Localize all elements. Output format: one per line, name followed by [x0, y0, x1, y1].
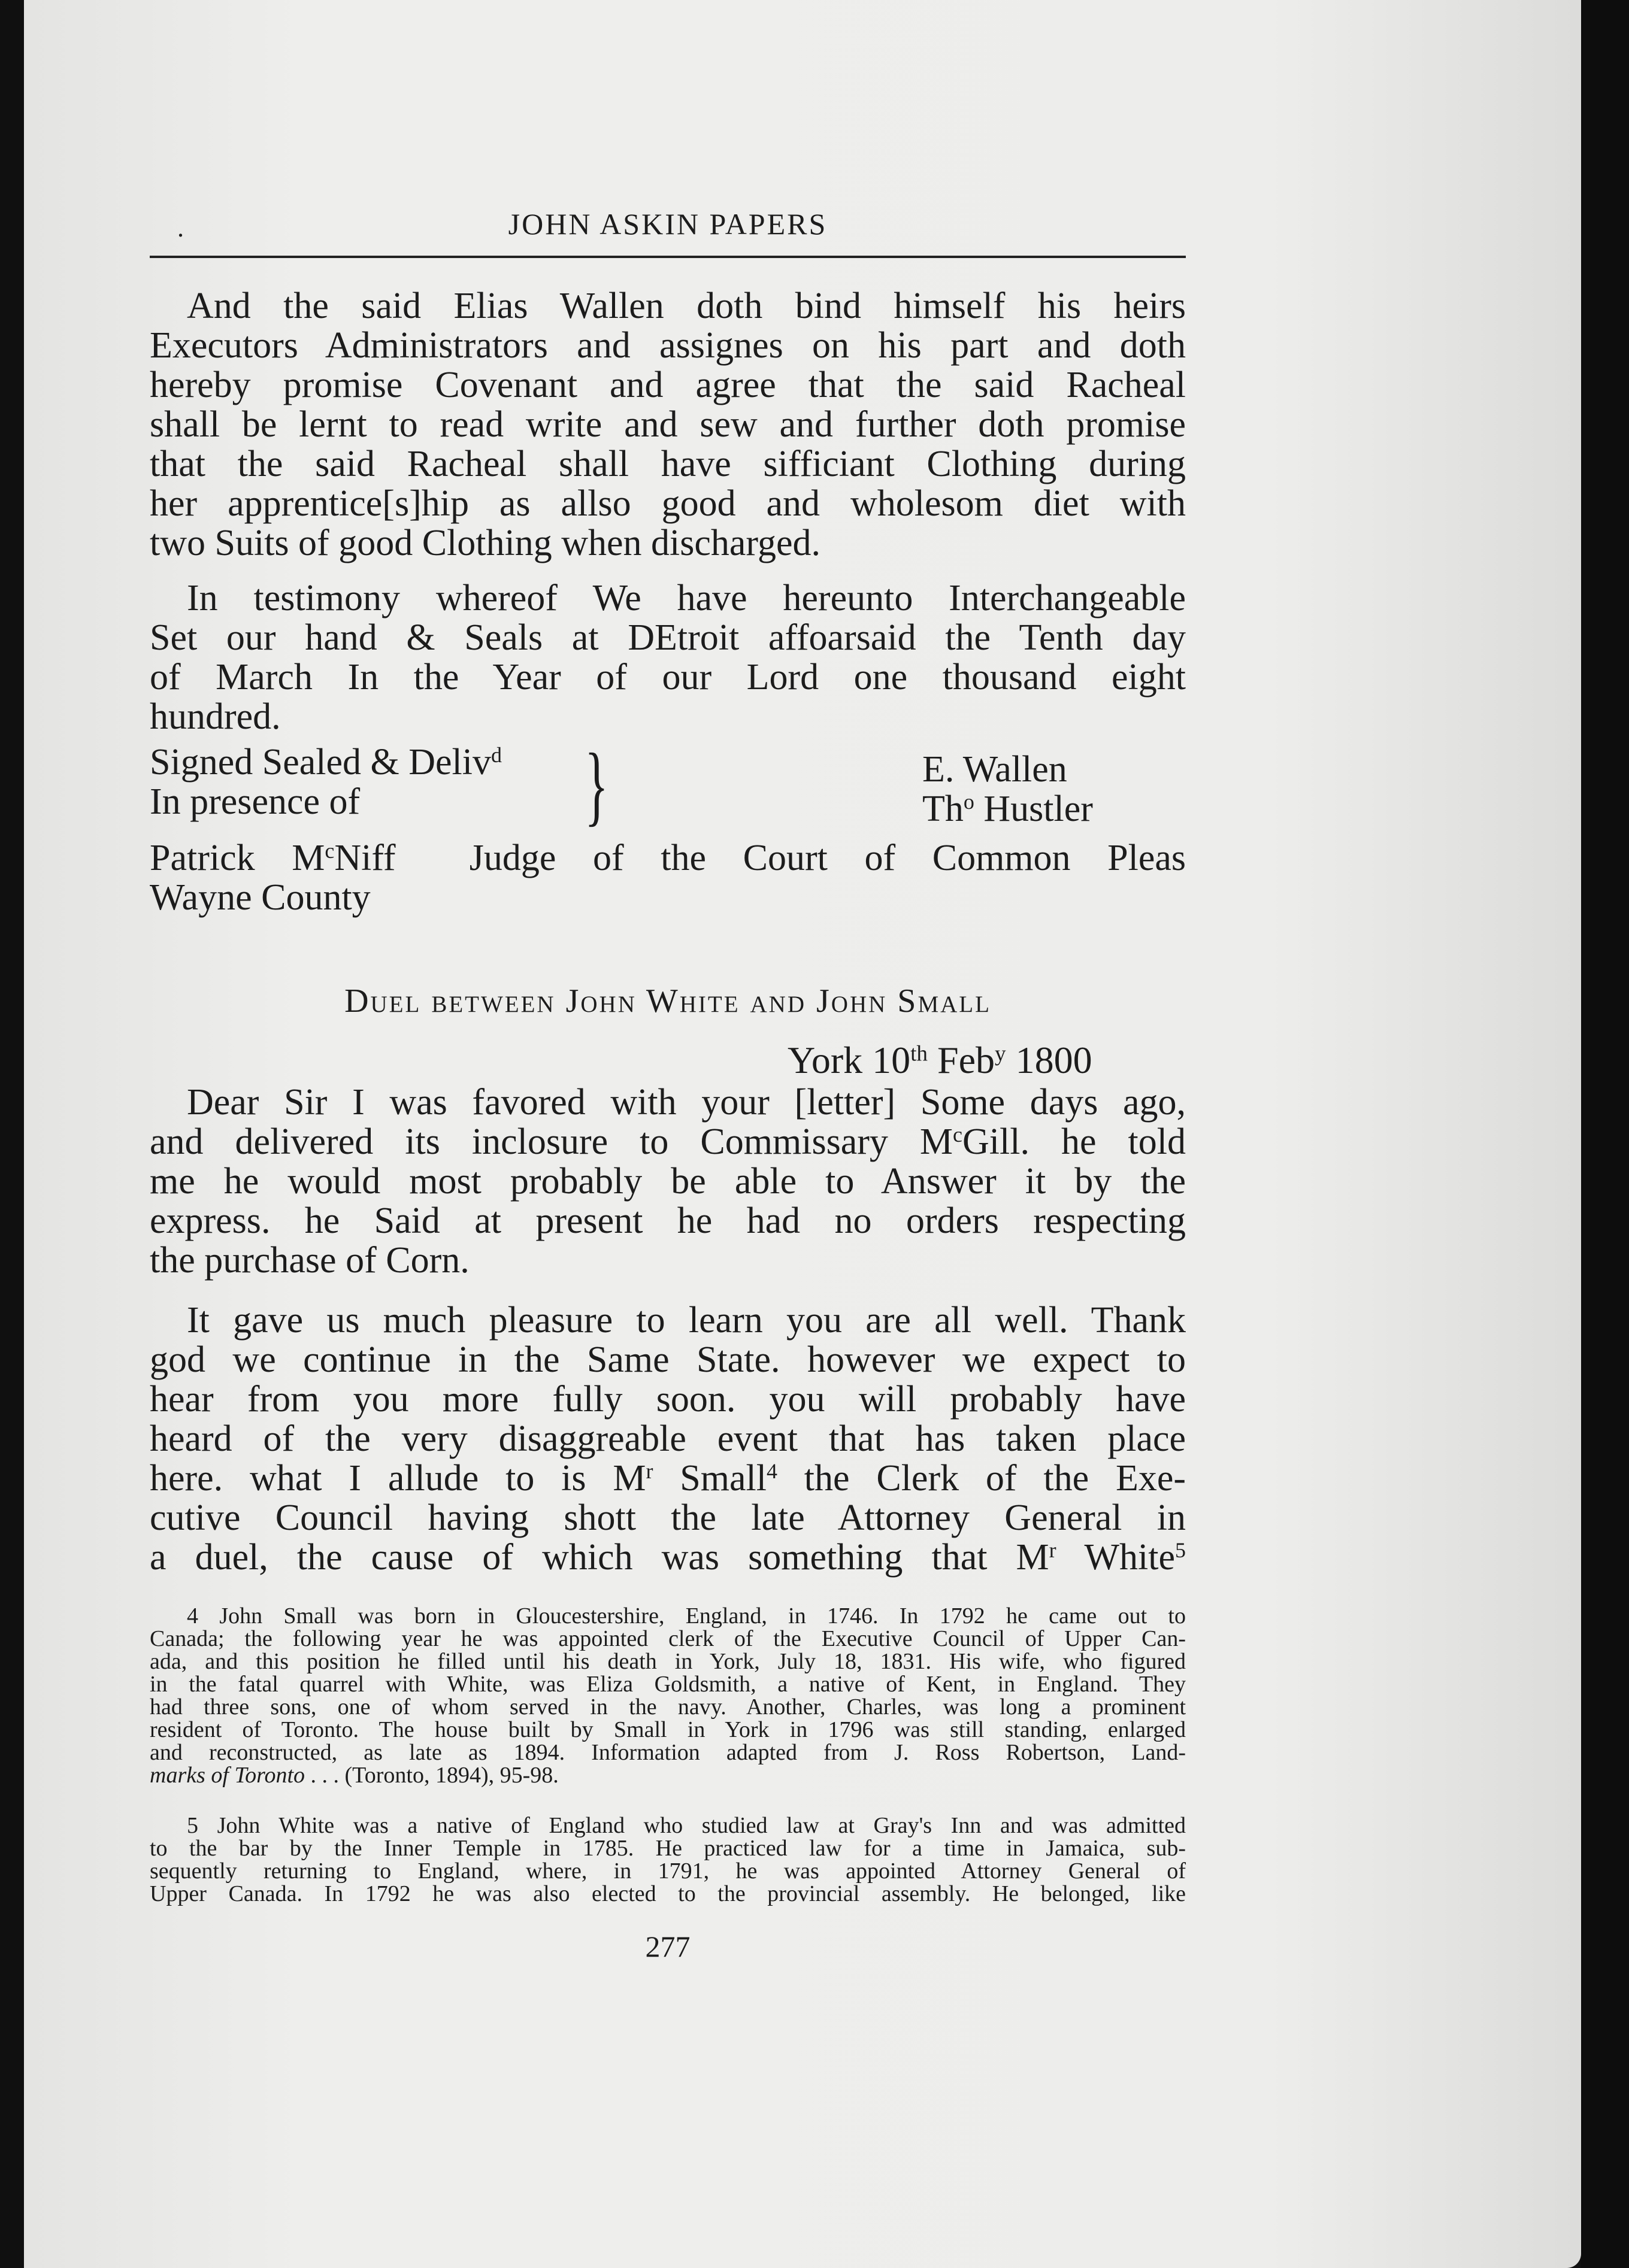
- text-line: Dear Sir I was favored with your [letter] Some days ago,: [187, 1082, 1186, 1123]
- text-line: heard of the very disaggreable event that has taken place: [150, 1418, 1186, 1459]
- footnote-line: 5 John White was a native of England who studied law at Gray's Inn and was admitted: [187, 1813, 1186, 1838]
- footnote-line: and reconstructed, as late as 1894. Information adapted from J. Ross Robertson, Land-: [150, 1740, 1186, 1765]
- footnote-line: sequently returning to England, where, in 1791, he was appointed Attorney General of: [150, 1858, 1186, 1884]
- footnote-4: [150, 1605, 1186, 1787]
- dateline: York 10th Feb$^y$ 1800: [788, 1039, 1092, 1081]
- text-line: the purchase of Corn.: [150, 1240, 470, 1281]
- header-rule: [150, 256, 1186, 258]
- text-line: of March In the Year of our Lord one thousand eight: [150, 657, 1186, 698]
- text-line: Executors Administrators and assignes on his part and doth: [150, 325, 1186, 366]
- footnote-5: [150, 1814, 1186, 1905]
- text-line: and delivered its inclosure to Commissary $M^cGill$. he told: [150, 1121, 1186, 1162]
- scan-background: [1581, 0, 1629, 2268]
- text-line: two Suits of good Clothing when discharged.: [150, 523, 820, 563]
- text-line: me he would most probably be able to Answer it by the: [150, 1161, 1186, 1202]
- text-line: In testimony whereof We have hereunto Interchangeable: [187, 578, 1186, 618]
- text-line: hereby promise Covenant and agree that the said Racheal: [150, 365, 1186, 405]
- section-heading: Duel between John White and John Small: [344, 983, 991, 1020]
- book-page: .: [24, 0, 1581, 2268]
- footnote-line: Canada; the following year he was appointed clerk of the Executive Council of Upper Can-: [150, 1626, 1186, 1651]
- text-line: And the said Elias Wallen doth bind himself his heirs: [187, 286, 1186, 326]
- indenture-paragraph-1: [150, 286, 1186, 563]
- footnote-line: resident of Toronto. The house built by Small in York in 1796 was still standing, enlarged: [150, 1717, 1186, 1742]
- letter-paragraph-1: [150, 1083, 1186, 1280]
- footnote-line: 4 John Small was born in Gloucestershire, England, in 1746. In 1792 he came out to: [187, 1603, 1186, 1629]
- footnote-line: had three sons, one of whom served in the navy. Another, Charles, was long a prominent: [150, 1694, 1186, 1720]
- text-line: Set our hand & Seals at DEtroit affoarsaid the Tenth day: [150, 617, 1186, 658]
- text-line: that the said Racheal shall have sifficiant Clothing during: [150, 444, 1186, 484]
- text-line: hear from you more fully soon. you will probably have: [150, 1379, 1186, 1420]
- footnote-ref-5: 5: [1175, 1538, 1186, 1563]
- text-line: god we continue in the Same State. however we expect to: [150, 1339, 1186, 1380]
- footnote-line: marks of Toronto . . . (Toronto, 1894), 95-98.: [150, 1763, 559, 1788]
- indenture-paragraph-2: [150, 578, 1186, 736]
- signer-hustler: Th$^o$ Hustler: [922, 789, 1093, 829]
- text-line: here. what I allude to is $M^r$ Small$^4$ the Clerk of the Exe-: [150, 1458, 1186, 1499]
- brace: }: [585, 735, 608, 835]
- letter-paragraph-2: [150, 1300, 1186, 1577]
- text-line: cutive Council having shott the late Attorney General in: [150, 1497, 1186, 1538]
- text-line: hundred.: [150, 696, 281, 737]
- presence-line: In presence of: [150, 781, 361, 822]
- judge-line: Patrick $M^cNiff$ Judge of the Court of Common Pleas Wayne County: [150, 838, 1186, 918]
- running-head: JOHN ASKIN PAPERS: [508, 207, 828, 241]
- footnote-line: in the fatal quarrel with White, was Eliza Goldsmith, a native of Kent, in England. They: [150, 1672, 1186, 1697]
- text-line: a duel, the cause of which was something that $M^r$ White$^5$: [150, 1537, 1186, 1578]
- footnote-ref-4: 4: [766, 1459, 777, 1484]
- county-line: Wayne County: [150, 877, 371, 918]
- footnote-line: to the bar by the Inner Temple in 1785. He practiced law for a time in Jamaica, sub-: [150, 1836, 1186, 1861]
- signed-line: Signed Sealed & Deliv$^d$: [150, 742, 502, 783]
- footnote-line: ada, and this position he filled until his death in York, July 18, 1831. His wife, who figured: [150, 1649, 1186, 1674]
- signer-wallen: E. Wallen: [922, 749, 1067, 790]
- text-line: express. he Said at present he had no orders respecting: [150, 1200, 1186, 1241]
- page-number: 277: [645, 1930, 691, 1963]
- text-line: shall be lernt to read write and sew and further doth promise: [150, 404, 1186, 445]
- footnote-line: Upper Canada. In 1792 he was also elected to the provincial assembly. He belonged, like: [150, 1881, 1186, 1906]
- text-line: It gave us much pleasure to learn you are all well. Thank: [187, 1300, 1186, 1341]
- text-line: her apprentice[s]hip as allso good and wholesom diet with: [150, 483, 1186, 524]
